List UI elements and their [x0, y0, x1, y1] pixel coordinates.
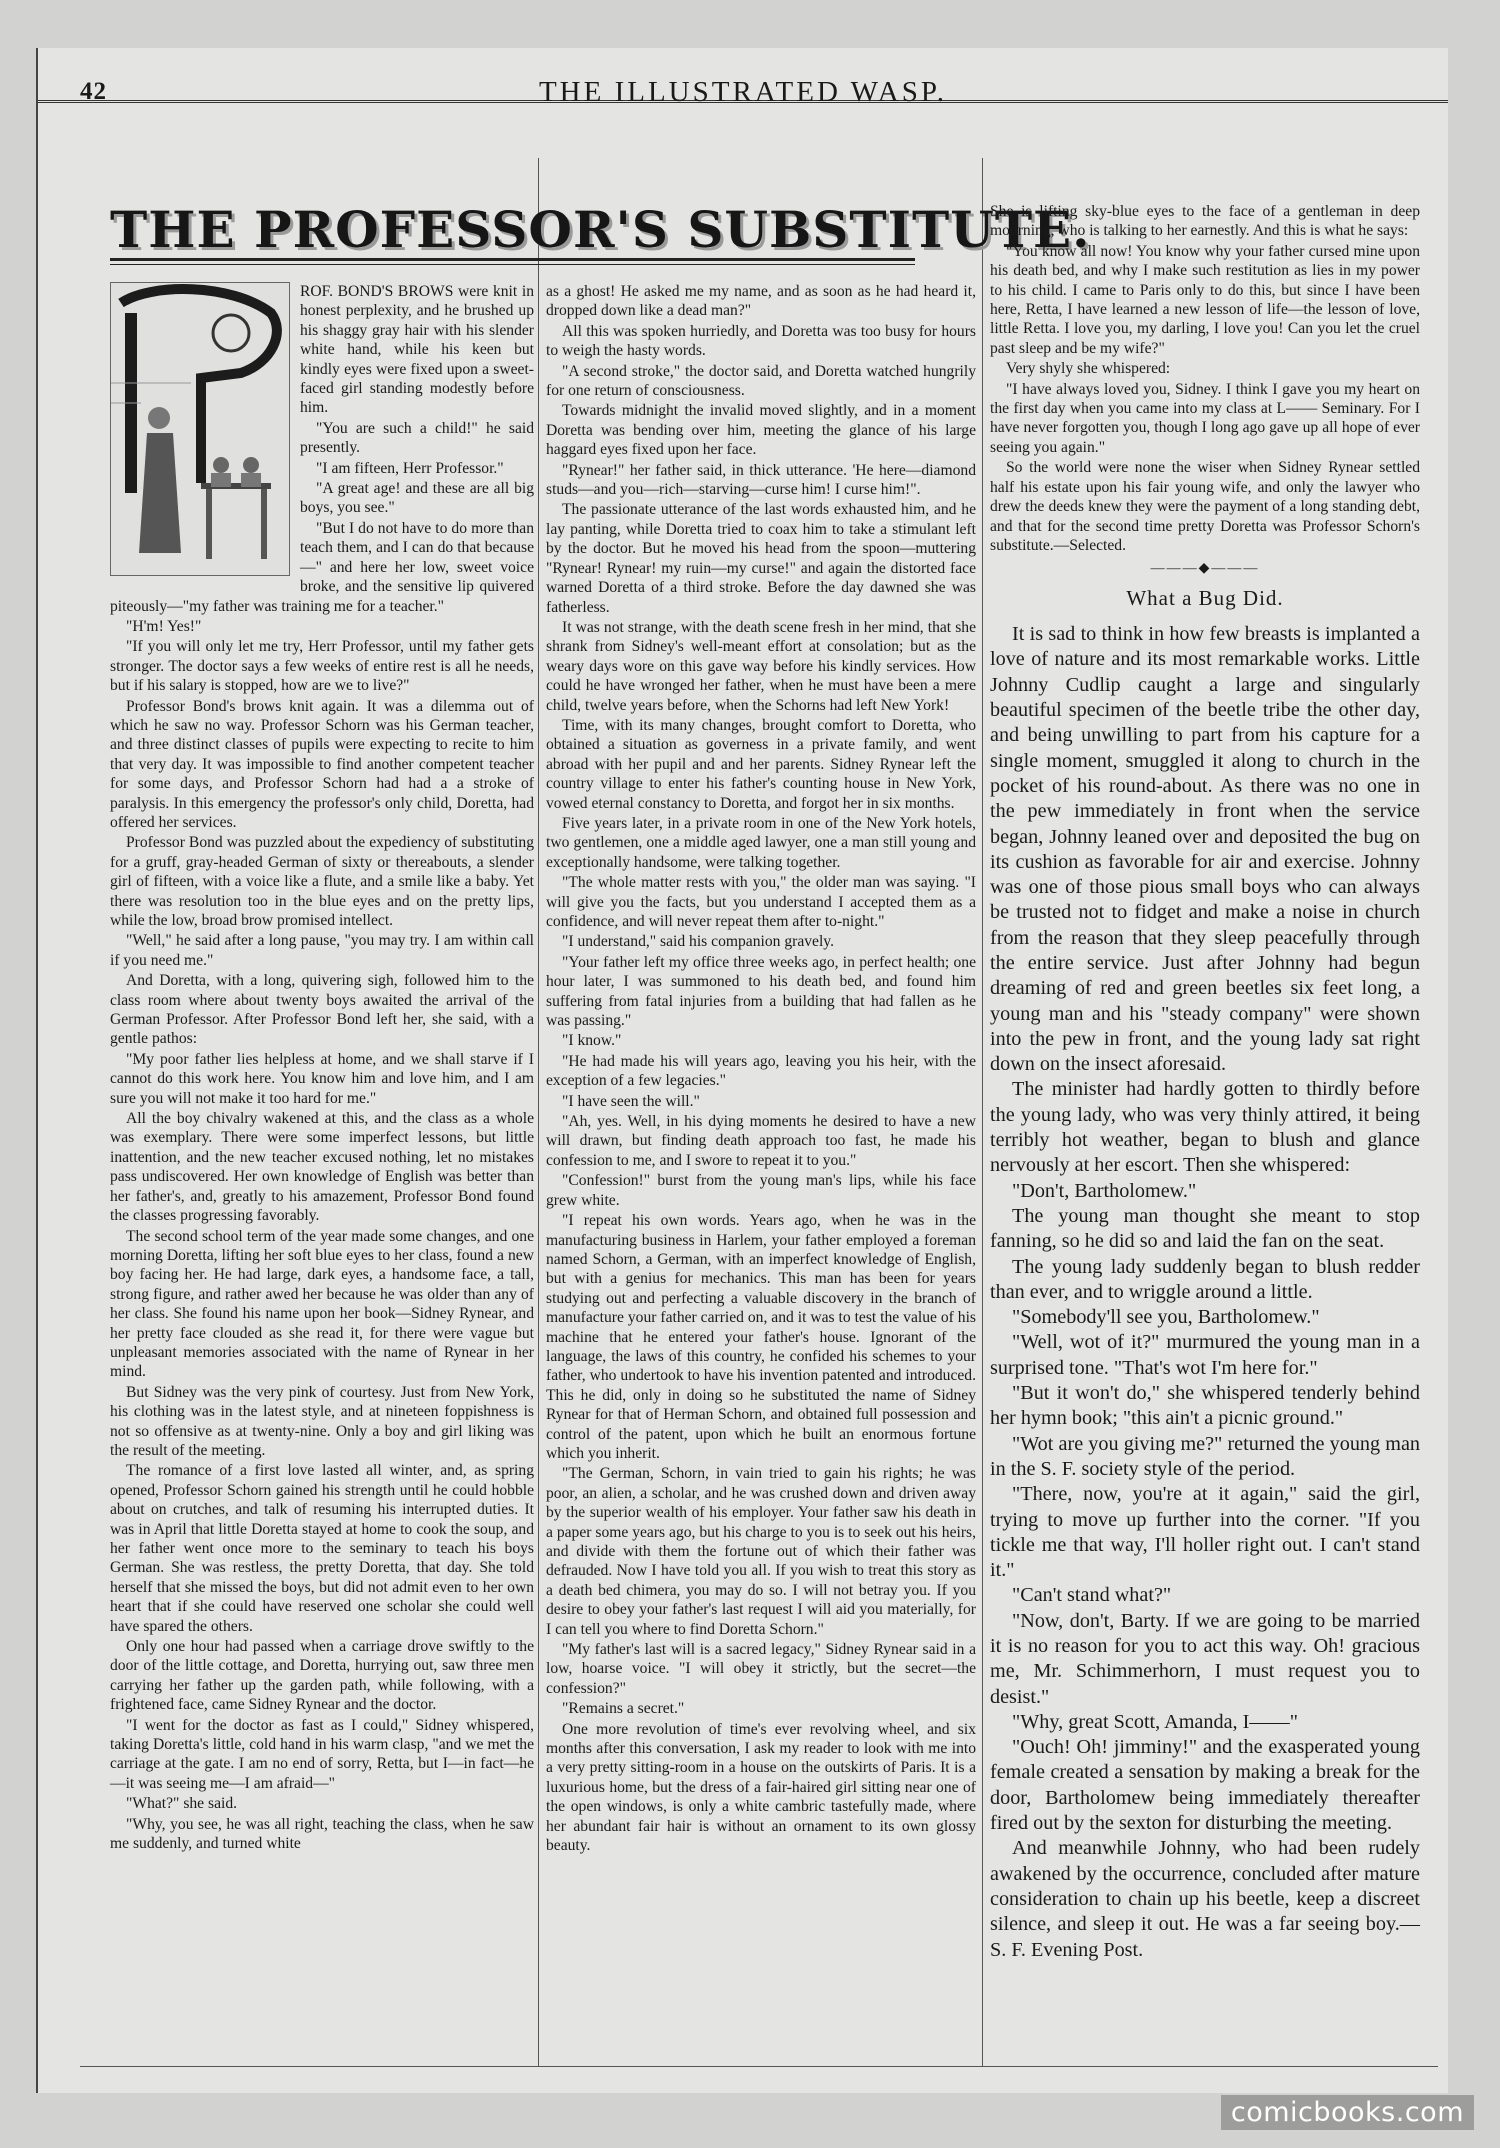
- paragraph: "Rynear!" her father said, in thick utterance. 'He here—diamond studs—and you—rich—starving—curse him! I curse him!".: [546, 461, 976, 499]
- paragraph: The romance of a first love lasted all winter, and, as spring opened, Professor Schorn gained his strength until he could hobble about on crutches, and talk of resuming his interrupted duties. It was in April that little Doretta stayed at home to cook the soup, and her father went once more to the seminary to teach his boys German. She was restless, the pretty Doretta, that day. She told herself that she missed the boys, but did not admit even to her own heart that if she could have reserved one scholar she could well have spared the others.: [110, 1462, 534, 1635]
- paragraph: "H'm! Yes!": [126, 617, 202, 635]
- paragraph: "I understand," said his companion gravely.: [562, 933, 834, 951]
- newspaper-page: [36, 48, 1448, 2093]
- paragraph: The passionate utterance of the last words exhausted him, and he lay panting, while Doretta tried to coax him to take a stimulant left by the doctor. But he moved his head from the spoon—muttering "Rynear! Rynear! my ruin—my curse!" and again the distorted face warned Doretta of a third stroke. Before the day dawned she was fatherless.: [546, 501, 976, 616]
- paragraph: ROF. BOND'S BROWS were knit in honest perplexity, and he brushed up his shaggy gray hair with his slender white hand, while his keen but kindly eyes were fixed upon a sweet-faced girl standing modestly before him.: [300, 283, 534, 417]
- paragraph: "Well," he said after a long pause, "you may try. I am within call if you need me.": [110, 932, 534, 969]
- paragraph: All the boy chivalry wakened at this, and the class as a whole was exemplary. There were some imperfect lessons, but little inattention, and the new teacher excused nothing, let no mistakes pass undiscovered. Her own knowledge of English was better than her father's, and, greatly to his amazement, Professor Bond found the classes progressing favorably.: [110, 1110, 534, 1225]
- paragraph: "Don't, Bartholomew.": [1012, 1179, 1197, 1202]
- page-header: [38, 48, 1448, 108]
- bottom-rule: [80, 2066, 1438, 2067]
- paragraph: "Confession!" burst from the young man's lips, while his face grew white.: [546, 1172, 976, 1209]
- paragraph: "Remains a secret.": [562, 1700, 685, 1718]
- paragraph: "Why, you see, he was all right, teaching the class, when he saw me suddenly, and turned white: [110, 1815, 534, 1853]
- paragraph: The young man thought she meant to stop fanning, so he did so and laid the fan on the seat.: [990, 1204, 1420, 1253]
- paragraph: Five years later, in a private room in one of the New York hotels, two gentlemen, one a middle aged lawyer, one a man still young and exceptionally handsome, were talking together.: [546, 814, 976, 871]
- paragraph: It is sad to think in how few breasts is implanted a love of nature and its most remarkable works. Little Johnny Cudlip caught a large and singularly beautiful specimen of the beetle tribe the other day, and being unwilling to part from his capture for a single moment, smuggled it along to church in the pocket of his round-about. As there was no one in the pew immediately in front when the service began, Johnny leaned over and deposited the bug on its cushion as favorable for air and exercise. Johnny was one of those pious small boys who can always be trusted not to fidget and make a noise in church from the reason that they sleep peacefully through the entire service. Just after Johnny had begun dreaming of red and green beetles six feet long, a young man and his "steady company" were shown into the pew in front, and the young lady sat right down on the insect aforesaid.: [990, 623, 1420, 1076]
- story-title: THE PROFESSOR'S SUBSTITUTE.: [110, 200, 1091, 259]
- paragraph: It was not strange, with the death scene fresh in her mind, that she shrank from Sidney's well-meant effort at consolation; but as the weary days wore on this gave way before his kindly services. How could he have wronged her father, when he must have been a mere child, twelve years before, when the Schorns had left New York!: [546, 618, 976, 714]
- paragraph: Time, with its many changes, brought comfort to Doretta, who obtained a situation as governess in a private family, and went abroad with her pupil and and her parents. Sidney Rynear left the country village to enter his father's counting house in New York, vowed eternal constancy to Doretta, and forgot her in six months.: [546, 716, 976, 812]
- paragraph: "I have always loved you, Sidney. I think I gave you my heart on the first day when you came into my class at L—— Seminary. For I have never forgotten you, though I long ago gave up all hope of ever seeing you again.": [990, 380, 1420, 456]
- story-column-1: [110, 282, 534, 2066]
- paragraph: "I repeat his own words. Years ago, when he was in the manufacturing business in Harlem, your father employed a foreman named Schorn, a German, with an imperfect knowledge of English, but with a genius for mechanics. This man has been for years studying out and perfecting a valuable discovery in the branch of manufacture your father carried on, and it was to test the value of his machine that he entered your father's house. Ignorant of the language, the laws of this country, he confided his schemes to your father, who undertook to have his invention patented and introduced. This he did, only in doing so he substituted the name of Sidney Rynear for that of Herman Schorn, and obtained full possession and control of the patent, upon which he built an enormous fortune which you inherit.: [546, 1212, 976, 1462]
- title-underline: [110, 258, 915, 265]
- paragraph: The young lady suddenly began to blush redder than ever, and to wriggle around a little.: [990, 1255, 1420, 1303]
- paragraph: "Wot are you giving me?" returned the young man in the S. F. society style of the period.: [990, 1432, 1420, 1480]
- paragraph: But Sidney was the very pink of courtesy. Just from New York, his clothing was in the latest style, and at nineteen foppishness is not so offensive as at twenty-nine. Only a boy and girl liking was the result of the meeting.: [110, 1383, 534, 1459]
- paragraph: "You know all now! You know why your father cursed mine upon his death bed, and why I make such restitution as lies in my power to his child. I came to Paris only to do this, but since I have been here, Retta, I have learned a new lesson of life—the lesson of love, little Retta. I love you, my darling, I love you! Can you let the cruel past sleep and be my wife?": [990, 242, 1420, 357]
- paragraph: "There, now, you're at it again," said the girl, trying to move up further into the corner. "If you tickle me that way, I'll holler right out. I can't stand it.": [990, 1483, 1420, 1582]
- paragraph: Professor Bond's brows knit again. It was a dilemma out of which he saw no way. Professor Schorn was his German teacher, and three distinct classes of pupils were expecting to recite to him that very day. It was impossible to find another competent teacher for some days, and Professor Schorn had had a a stroke of paralysis. In this emergency the professor's only child, Doretta, had offered her services.: [110, 697, 534, 831]
- paragraph: So the world were none the wiser when Sidney Rynear settled half his estate upon his fair young wife, and only the lawyer who drew the deeds knew they were the payment of a long standing debt, and that for the second time pretty Doretta was Professor Schorn's substitute.—Selected.: [990, 459, 1420, 554]
- paragraph: "I am fifteen, Herr Professor.": [316, 459, 504, 477]
- paragraph: "I know.": [562, 1032, 622, 1050]
- paragraph: One more revolution of time's ever revolving wheel, and six months after this conversation, I ask my reader to look with me into a very pretty sitting-room in a house on the outskirts of Paris. It is a luxurious home, but the dress of a fair-haired girl sitting near one of the open windows, is only a white cambric tastefully made, where her abundant fair hair is without an ornament to its own glossy beauty.: [546, 1720, 976, 1855]
- story-column-2: [546, 282, 976, 2066]
- paragraph: "But it won't do," she whispered tenderly behind her hymn book; "this ain't a picnic ground.": [990, 1382, 1420, 1430]
- paragraph: "Why, great Scott, Amanda, I——": [1012, 1710, 1298, 1733]
- paragraph: "The German, Schorn, in vain tried to gain his rights; he was poor, an alien, a scholar, and he was crushed down and driven away by the superior wealth of his employer. Your father saw his death in a paper some years ago, but his charge to you is to seek out his heirs, and divide with them the fortune out of which their father was defrauded. Now I have told you all. If you wish to treat this story as a death bed chimera, you may do so. I will not betray you. If you desire to obey your father's last request I will aid you materially, for I can tell you where to find Doretta Schorn.": [546, 1465, 976, 1638]
- paragraph: "My father's last will is a sacred legacy," Sidney Rynear said in a low, hoarse voice. "I will obey it strictly, but the secret—the confession?": [546, 1641, 976, 1697]
- paragraph: "He had made his will years ago, leaving you his heir, with the exception of a few legacies.": [546, 1052, 976, 1090]
- paragraph: as a ghost! He asked me my name, and as soon as he had heard it, dropped down like a dead man?": [546, 283, 976, 320]
- story-column-3: [990, 202, 1420, 2066]
- paragraph: The minister had hardly gotten to thirdly before the young lady, who was very thinly attired, it being terribly hot weather, began to blush and glance nervously at her escort. Then she whispered:: [990, 1078, 1420, 1177]
- paragraph: "A second stroke," the doctor said, and Doretta watched hungrily for one return of consciousness.: [546, 362, 976, 400]
- paragraph: Only one hour had passed when a carriage drove swiftly to the door of the little cottage, and Doretta, hurrying out, saw three men carrying her father up the garden path, while following, with a frightened face, came Sidney Rynear and the doctor.: [110, 1638, 534, 1714]
- paragraph: "Now, don't, Barty. If we are going to be married it is no reason for you to act this way. Oh! gracious me, Mr. Schimmerhorn, I must request you to desist.": [990, 1609, 1420, 1708]
- paragraph: "Your father left my office three weeks ago, in perfect health; one hour later, I was summoned to his death bed, and found him suffering from fatal injuries from a building that had fallen as he was passing.": [546, 953, 976, 1030]
- bug-story-title: What a Bug Did.: [1126, 585, 1284, 610]
- paragraph: All this was spoken hurriedly, and Doretta was too busy for hours to weigh the hasty words.: [546, 322, 976, 360]
- column-rule-1: [538, 158, 539, 2066]
- paragraph: Very shyly she whispered:: [1006, 360, 1171, 378]
- paragraph: And meanwhile Johnny, who had been rudely awakened by the occurrence, concluded after mature consideration to chain up his beetle, keep a discreet silence, and sleep it out. He was a far seeing boy.—S. F. Evening Post.: [990, 1837, 1420, 1961]
- paragraph: "Can't stand what?": [1012, 1584, 1172, 1607]
- bug-story-body: [990, 622, 1420, 1963]
- paragraph: "Well, wot of it?" murmured the young man in a surprised tone. "That's wot I'm here for.": [990, 1331, 1420, 1379]
- paragraph: "I have seen the will.": [562, 1092, 700, 1110]
- paragraph: Towards midnight the invalid moved slightly, and in a moment Doretta was bending over him, meeting the glance of his large haggard eyes fixed upon her face.: [546, 402, 976, 459]
- paragraph: "Ouch! Oh! jimminy!" and the exasperated young female created a sensation by making a break for the door, Bartholomew being immediately thereafter fired out by the sexton for disturbing the meeting.: [990, 1736, 1420, 1835]
- paragraph: "Somebody'll see you, Bartholomew.": [1012, 1306, 1320, 1329]
- paragraph: And Doretta, with a long, quivering sigh, followed him to the class room where about twenty boys awaited the arrival of the German Professor. After Professor Bond left her, she said, with a gentle pathos:: [110, 972, 534, 1048]
- paragraph: The second school term of the year made some changes, and one morning Doretta, lifting her soft blue eyes to her class, found a new boy facing her. He had large, dark eyes, a handsome face, a tall, strong figure, and rather awed her because he was older than any of her class. She found his name upon her book—Sidney Rynear, and her pretty face clouded as she read it, for there were vague but unpleasant memories associated with the name of Rynear in her mind.: [110, 1227, 534, 1381]
- column-rule-2: [982, 158, 983, 2066]
- paragraph: "You are such a child!" he said presently.: [300, 419, 534, 457]
- paragraph: "If you will only let me try, Herr Professor, until my father gets stronger. The doctor says a few weeks of entire rest is all he needs, but if his salary is stopped, how are we to live?": [110, 638, 534, 695]
- section-divider-icon: ———◆———: [1150, 561, 1260, 577]
- paragraph: "But I do not have to do more than teach them, and I can do that because—" and here her low, sweet voice broke, and the sensitive lip quivered piteously—"my father was training me for a teacher.": [110, 519, 534, 615]
- dropcap-space: [110, 282, 300, 594]
- paragraph: "The whole matter rests with you," the older man was saying. "I will give you the facts, but you understand I accepted them as a confidence, and will never repeat them after to-night.": [546, 874, 976, 930]
- paragraph: "I went for the doctor as fast as I could," Sidney whispered, taking Doretta's little, cold hand in his warm clasp, "and we met the carriage at the gate. I am no end of sorry, Retta, but I—in fact—he—it was seeing me—I am afraid—": [110, 1716, 534, 1792]
- paragraph: "A great age! and these are all big boys, you see.": [300, 480, 534, 517]
- page-number: 42: [80, 78, 107, 105]
- paragraph: "Ah, yes. Well, in his dying moments he desired to have a new will drawn, but finding death approach too fast, he made his confession to me, and I swore to repeat it to you.": [546, 1113, 976, 1169]
- watermark: comicbooks.com: [1221, 2095, 1474, 2130]
- paragraph: She is lifting sky-blue eyes to the face of a gentleman in deep mourning, who is talking to her earnestly. And this is what he says:: [990, 203, 1420, 240]
- masthead: THE ILLUSTRATED WASP.: [538, 76, 948, 108]
- paragraph: "What?" she said.: [126, 1795, 238, 1813]
- paragraph: "My poor father lies helpless at home, and we shall starve if I cannot do this work here. You know him and love him, and I am sure you will not make it too hard for me.": [110, 1050, 534, 1107]
- paragraph: Professor Bond was puzzled about the expediency of substituting for a gruff, gray-headed German of sixty or thereabouts, a slender girl of fifteen, with a voice like a flute, and a smile like a baby. Yet there was resolution too in the blue eyes and on the pretty lips, while the low, broad brow promised intellect.: [110, 834, 534, 929]
